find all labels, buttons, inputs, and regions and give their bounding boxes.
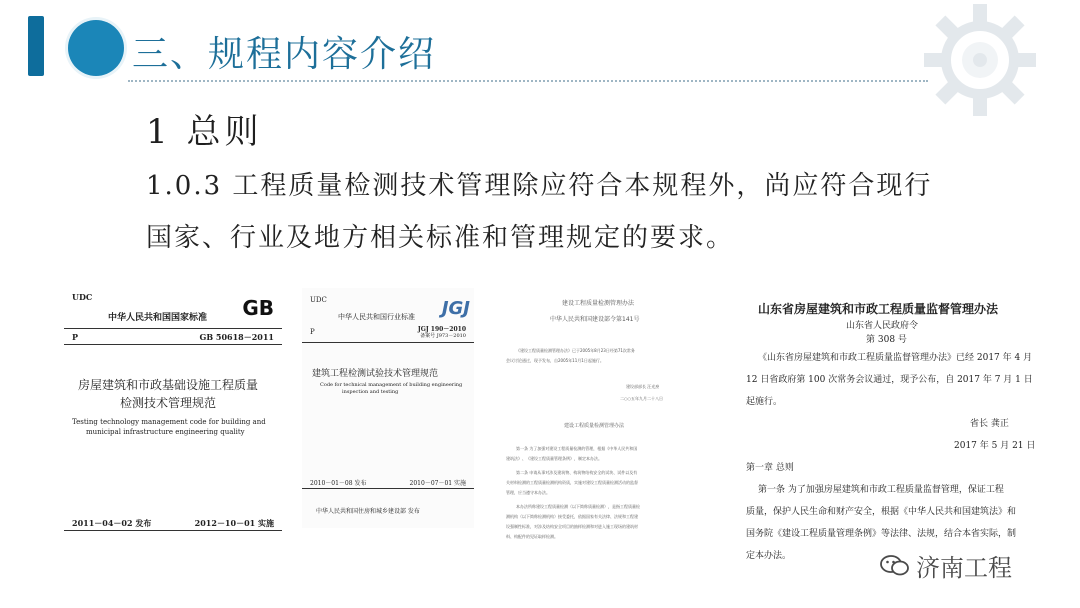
doc3-p1-1: 《建设工程质量检测管理办法》已于2005年8月23日经第71次常务 (516, 348, 635, 353)
doc4-title: 山东省房屋建筑和市政工程质量监督管理办法 (758, 302, 999, 316)
doc4-p-2: 12 日省政府第 100 次常务会议通过，现予公布，自 2017 年 7 月 1 日 (746, 375, 1033, 385)
doc3-a2-3: 管理，应当遵守本办法。 (506, 490, 550, 495)
doc2-issue: 2010－01－08 发布 (310, 480, 367, 487)
doc1-org: 中华人民共和国国家标准 (108, 313, 208, 323)
doc3-a3-4: 料、构配件的见证取样检测。 (506, 534, 558, 539)
doc1-title-2: 检测技术管理规范 (120, 396, 217, 410)
doc4-a1-3: 国务院《建设工程质量管理条例》等法律、法规，结合本省实际，制 (746, 529, 1017, 539)
doc-jgj-190 (302, 288, 474, 528)
doc1-en-1: Testing technology management code for building and (72, 418, 266, 426)
doc2-code: JGJ 190－2010 (417, 326, 466, 333)
doc2-rule-bottom (302, 488, 474, 489)
doc4-chapter: 第一章 总则 (746, 463, 794, 473)
clause-line-2: 国家、行业及地方相关标准和管理规定的要求。 (146, 223, 735, 253)
section-heading: 1 总则 (146, 112, 263, 152)
doc1-p: P (72, 332, 79, 342)
doc4-a1-1: 第一条 为了加强房屋建筑和市政工程质量监督管理，保证工程 (758, 485, 1004, 495)
logo-bar (28, 16, 44, 76)
doc4-date: 2017 年 5 月 21 日 (954, 441, 1036, 451)
doc1-code: GB 50618－2011 (199, 332, 274, 342)
clause-text (146, 160, 946, 264)
doc3-a3-2: 测机构（以下简称检测机构）接受委托，依据国家有关法律、法规和工程建 (506, 514, 638, 519)
page-title: 三、规程内容介绍 (132, 34, 437, 75)
doc4-sub2: 第 308 号 (866, 335, 907, 345)
doc1-title-1: 房屋建筑和市政基础设施工程质量 (78, 378, 259, 392)
doc1-rule-bottom (64, 530, 282, 531)
gb-logo: GB (242, 296, 274, 320)
doc2-effective: 2010－07－01 实施 (409, 480, 466, 487)
doc3-a3-1: 本办法所称建设工程质量检测（以下简称质量检测），是指工程质量检 (516, 504, 640, 509)
doc3-head2: 中华人民共和国建设部令第141号 (550, 316, 640, 323)
doc3-a2-1: 第二条 申请从事对涉及建筑物、构筑物结构安全的试块、试件以及有 (516, 470, 638, 475)
clause-line-1: 1.0.3 工程质量检测技术管理除应符合本规程外，尚应符合现行 (146, 171, 933, 201)
watermark-text: 济南工程 (916, 554, 1012, 582)
doc1-effective: 2012－10－01 实施 (194, 518, 274, 528)
title-divider (128, 80, 928, 82)
doc3-subhead: 建设工程质量检测管理办法 (564, 423, 625, 429)
gear-icon (920, 0, 1040, 120)
doc2-en-1: Code for technical management of building engineering (320, 382, 463, 388)
doc1-issue: 2011－04－02 发布 (72, 518, 152, 528)
jgj-logo: JGJ (441, 298, 470, 319)
doc3-minister: 建设部部长 汪光焘 (626, 384, 660, 389)
doc3-p1-2: 会议讨论通过，现予发布，自2005年11月1日起施行。 (506, 358, 604, 363)
doc3-a1-1: 第一条 为了加强对建设工程质量检测的管理，根据《中华人民共和国 (516, 446, 638, 451)
doc3-a2-2: 关材料检测的工程质量检测机构资质，实施对建设工程质量检测活动的监督 (506, 480, 638, 485)
doc4-p-3: 起施行。 (746, 397, 783, 407)
doc4-sub1: 山东省人民政府令 (846, 321, 919, 331)
doc3-a3-3: 设强制性标准，对涉及结构安全项目的抽样检测和对进入施工现场的建筑材 (506, 524, 638, 529)
watermark (880, 548, 1012, 583)
doc-gb-50618 (64, 284, 282, 540)
doc4-governor: 省长 龚正 (970, 419, 1009, 429)
doc4-a1-4: 定本办法。 (746, 551, 792, 561)
doc3-head1: 建设工程质量检测管理办法 (562, 300, 635, 307)
doc3-a1-2: 建筑法》、《建设工程质量管理条例》，制定本办法。 (506, 456, 602, 461)
doc4-a1-2: 质量，保护人民生命和财产安全，根据《中华人民共和国建筑法》和 (746, 507, 1017, 517)
doc1-rule-sub (64, 344, 282, 345)
wechat-icon (880, 554, 910, 578)
doc2-org: 中华人民共和国行业标准 (338, 313, 415, 321)
doc-decree-141 (502, 290, 726, 552)
doc1-rule-top (64, 328, 282, 329)
doc2-publisher: 中华人民共和国住房和城乡建设部 发布 (316, 508, 420, 515)
doc2-title: 建筑工程检测试验技术管理规范 (312, 369, 439, 379)
doc4-p-1: 《山东省房屋建筑和市政工程质量监督管理办法》已经 2017 年 4 月 (758, 353, 1033, 363)
doc2-p: P (310, 328, 315, 336)
logo-circle (68, 20, 124, 76)
doc2-udc: UDC (310, 296, 327, 304)
header-logo (28, 14, 108, 80)
doc2-record: 备案号 J973－2010 (420, 333, 466, 339)
doc3-date: 二○○五年九月二十八日 (620, 396, 663, 401)
doc2-en-2: inspection and testing (342, 389, 399, 395)
doc1-en-2: municipal infrastructure engineering quality (86, 428, 245, 436)
doc1-udc: UDC (72, 292, 93, 302)
doc2-rule-top (302, 342, 474, 343)
